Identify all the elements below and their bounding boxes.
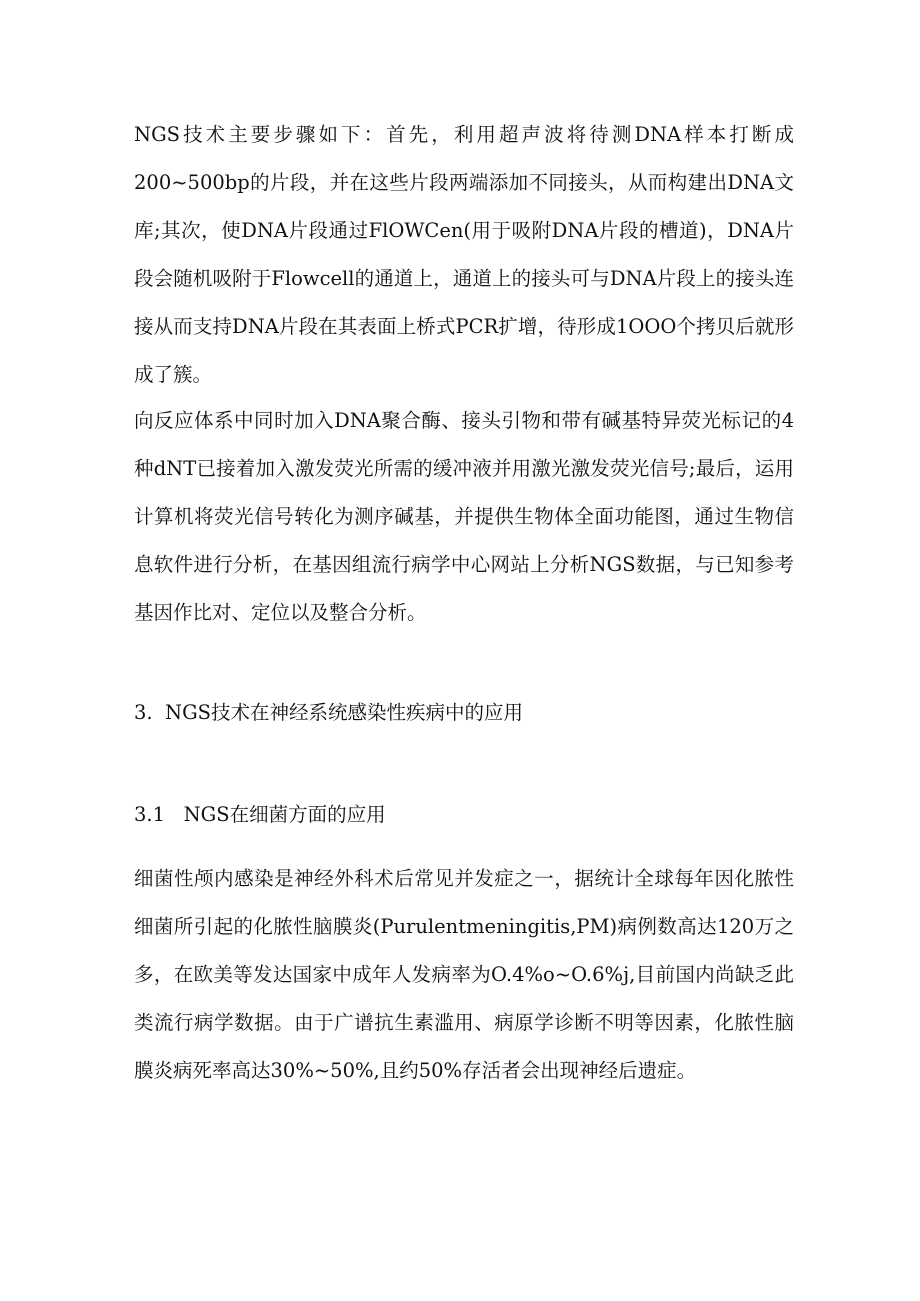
section-heading-3 bbox=[134, 689, 794, 737]
paragraph-text: 向反应体系中同时加入DNA聚合酶、接头引物和带有碱基特异荧光标记的4种dNT已接着加入激发荧光所需的缓冲液并用激光激发荧光信号;最后，运用计算机将荧光信号转化为测序碱基，并提供生物体全面功能图，通过生物信息软件进行分析，在基因组流行病学中心网站上分析NGS数据，与已知参考基因作比对、定位以及整合分析。 bbox=[134, 409, 794, 624]
paragraph-fluorescence bbox=[134, 397, 794, 637]
heading-text: 3. NGS技术在神经系统感染性疾病中的应用 bbox=[134, 701, 524, 724]
paragraph-text: NGS技术主要步骤如下：首先，利用超声波将待测DNA样本打断成200~500bp的片段，并在这些片段两端添加不同接头，从而构建出DNA文库;其次，使DNA片段通过FlOWCen(用于吸附DNA片段的槽道)，DNA片段会随机吸附于Flowcell的通道上，通道上的接头可与DNA片段上的接头连接从而支持DNA片段在其表面上桥式PCR扩增，待形成1OOO个拷贝后就形成了簇。 bbox=[134, 123, 795, 386]
paragraph-bacterial-infection bbox=[134, 855, 794, 1095]
paragraph-text: 细菌性颅内感染是神经外科术后常见并发症之一，据统计全球每年因化脓性细菌所引起的化脓性脑膜炎(Purulentmeningitis,PM)病例数高达120万之多，在欧美等发达国家中成年人发病率为O.4%o~O.6%j,目前国内尚缺乏此类流行病学数据。由于广谱抗生素滥用、病原学诊断不明等因素，化脓性脑膜炎病死率高达30%~50%,且约50%存活者会出现神经后遗症。 bbox=[134, 867, 794, 1082]
paragraph-ngs-steps bbox=[134, 111, 794, 399]
heading-text: 3.1 NGS在细菌方面的应用 bbox=[134, 803, 386, 826]
section-heading-3-1 bbox=[134, 791, 794, 839]
